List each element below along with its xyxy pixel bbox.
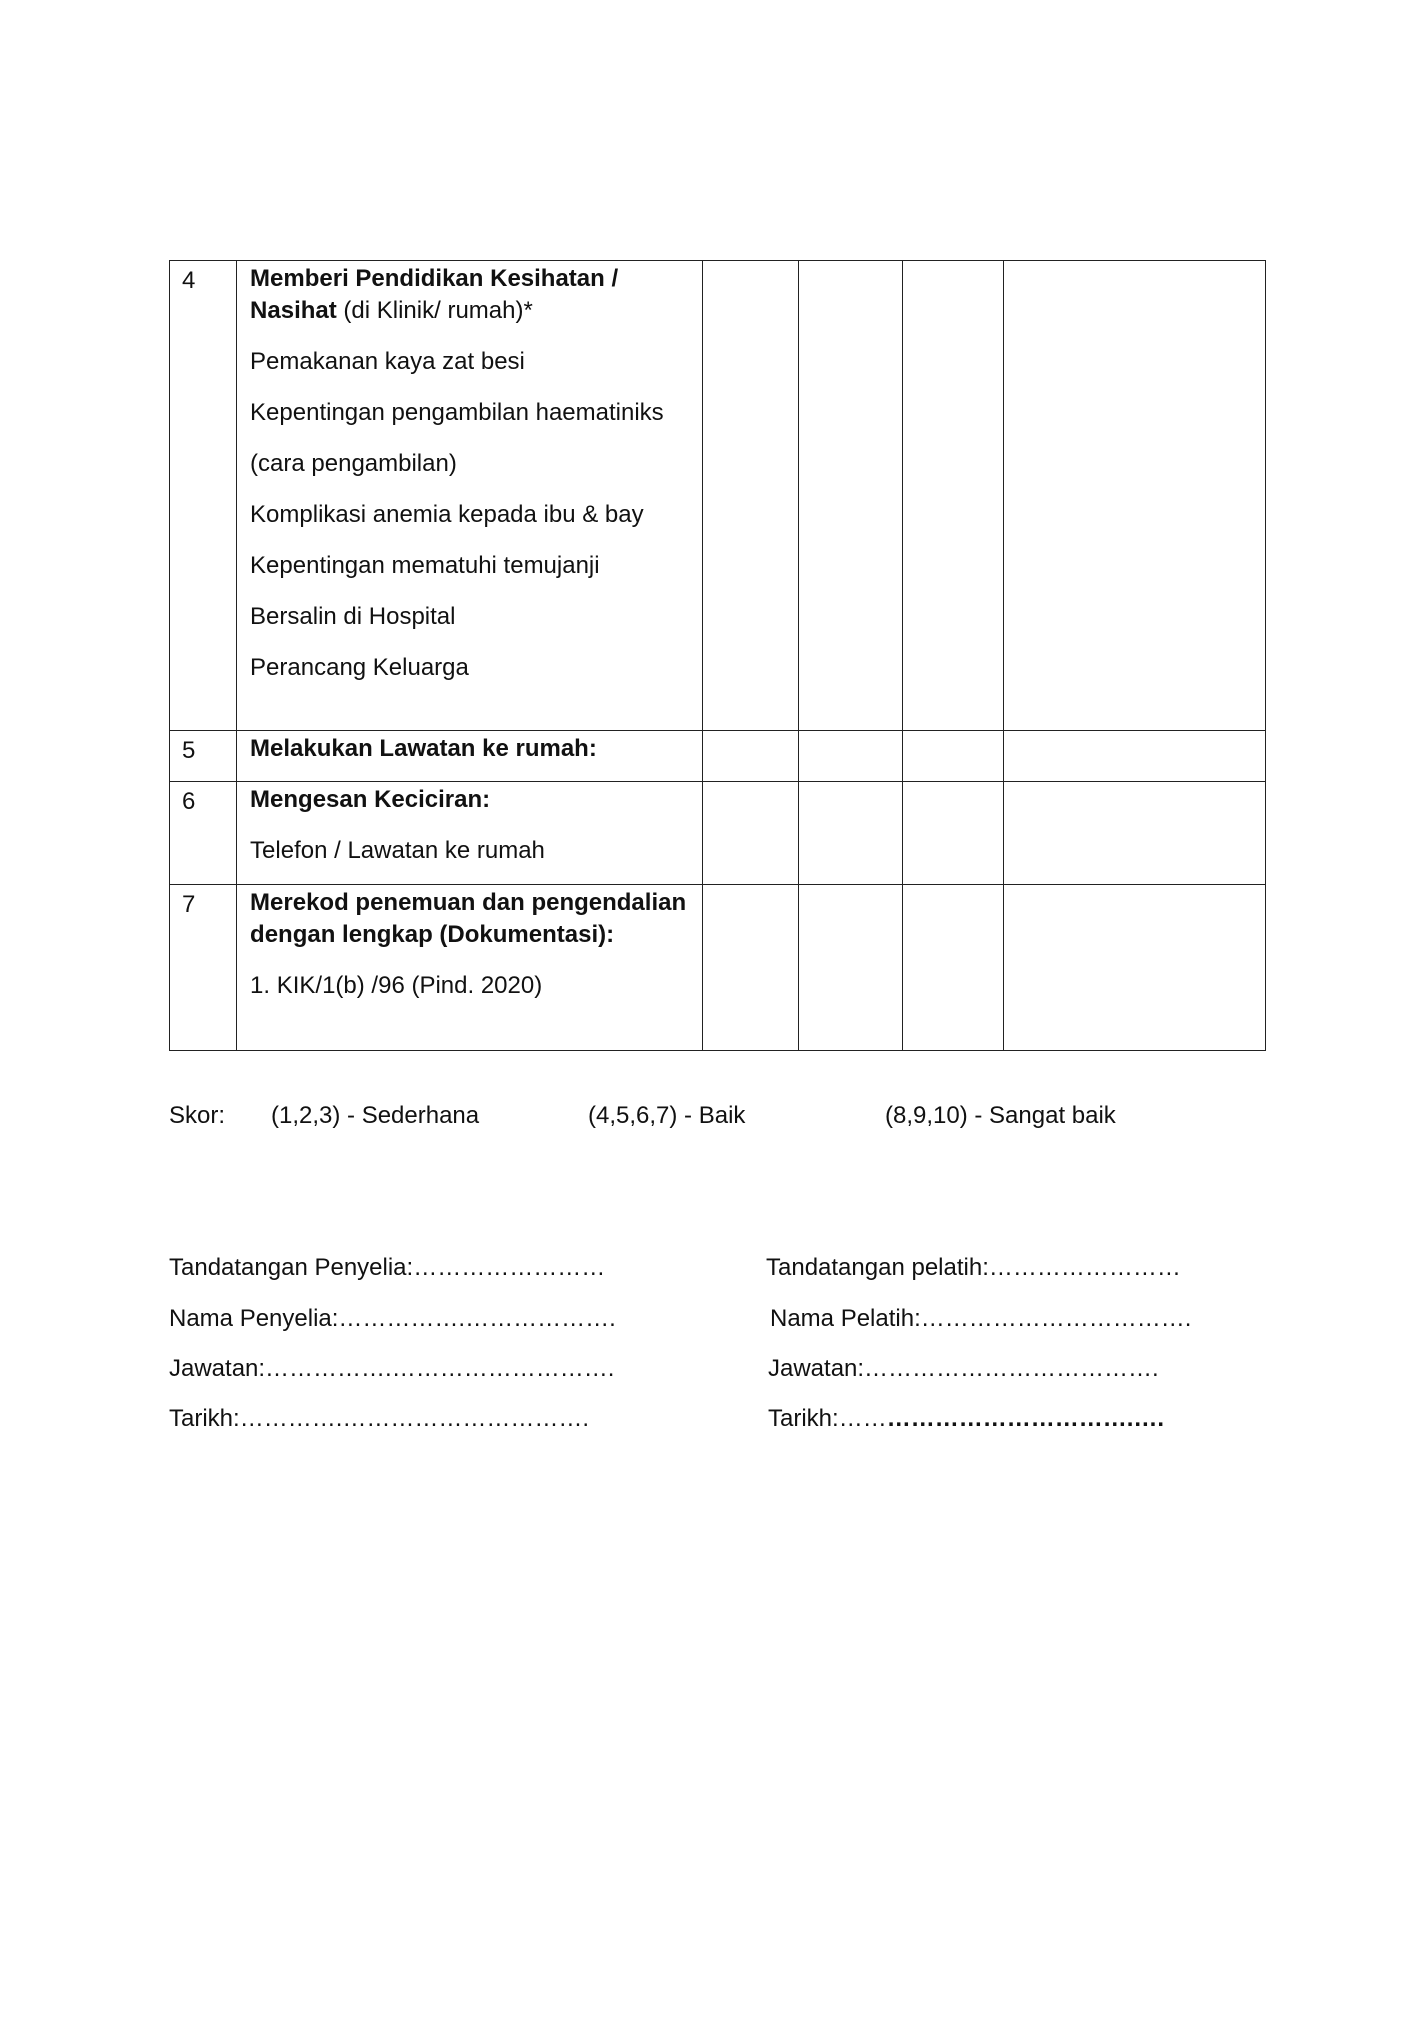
item-title-rest: (di Klinik/ rumah)* <box>336 297 533 324</box>
trainee-name-line[interactable]: Nama Pelatih:……………………………. <box>770 1305 1192 1332</box>
item-title: Melakukan Lawatan ke rumah: <box>250 735 597 762</box>
item-subline: (cara pengambilan) <box>250 450 457 477</box>
item-title: Merekod penemuan dan pengendalian dengan lengkap (Dokumentasi): <box>250 889 687 948</box>
table-row <box>170 731 1266 782</box>
item-title-bold: Memberi Pendidikan Kesihatan / Nasihat <box>250 265 619 324</box>
score-cell[interactable] <box>798 731 902 782</box>
trainee-position-line[interactable]: Jawatan:………………………………. <box>768 1355 1159 1382</box>
supervisor-name-line[interactable]: Nama Penyelia:…………….………………. <box>169 1305 616 1332</box>
item-description <box>237 731 703 782</box>
score-legend <box>169 1102 1269 1136</box>
item-subline: Kepentingan mematuhi temujanji <box>250 552 600 579</box>
item-description <box>237 261 703 731</box>
supervisor-position-line[interactable]: Jawatan:…………….………………………. <box>169 1355 615 1382</box>
item-number: 4 <box>170 261 237 731</box>
score-range-good: (4,5,6,7) - Baik <box>588 1102 746 1129</box>
score-cell[interactable] <box>902 885 1003 1051</box>
score-cell[interactable] <box>798 782 902 885</box>
table-row <box>170 885 1266 1051</box>
supervisor-date-line[interactable]: Tarikh:………….…………………………. <box>169 1405 590 1432</box>
score-label: Skor: <box>169 1102 226 1129</box>
remarks-cell[interactable] <box>1003 782 1265 885</box>
item-subline: Telefon / Lawatan ke rumah <box>250 837 545 864</box>
remarks-cell[interactable] <box>1003 261 1265 731</box>
score-cell[interactable] <box>798 261 902 731</box>
score-cell[interactable] <box>703 885 798 1051</box>
item-description <box>237 885 703 1051</box>
item-subline: Perancang Keluarga <box>250 654 469 681</box>
evaluation-table <box>169 260 1266 1051</box>
score-range-very-good: (8,9,10) - Sangat baik <box>885 1102 1116 1129</box>
trainee-date-line[interactable] <box>768 1405 1164 1433</box>
item-number: 5 <box>170 731 237 782</box>
item-subline: Kepentingan pengambilan haematiniks <box>250 399 664 426</box>
score-cell[interactable] <box>902 782 1003 885</box>
item-subline: 1. KIK/1(b) /96 (Pind. 2020) <box>250 972 543 999</box>
trainee-date-dots: ………………………….…. <box>886 1405 1165 1432</box>
item-description <box>237 782 703 885</box>
trainee-signature-line[interactable]: Tandatangan pelatih:…………………… <box>766 1254 1181 1281</box>
score-cell[interactable] <box>703 782 798 885</box>
trainee-date-prefix: Tarikh:…… <box>768 1405 887 1432</box>
score-cell[interactable] <box>703 261 798 731</box>
item-title <box>250 263 690 327</box>
score-cell[interactable] <box>798 885 902 1051</box>
item-subline: Komplikasi anemia kepada ibu & bay <box>250 501 644 528</box>
remarks-cell[interactable] <box>1003 731 1265 782</box>
item-subline: Pemakanan kaya zat besi <box>250 348 525 375</box>
score-cell[interactable] <box>703 731 798 782</box>
supervisor-signature-line[interactable]: Tandatangan Penyelia:…………………… <box>169 1254 606 1281</box>
table-row <box>170 782 1266 885</box>
item-number: 7 <box>170 885 237 1051</box>
item-title: Mengesan Keciciran: <box>250 786 491 813</box>
score-cell[interactable] <box>902 731 1003 782</box>
score-range-moderate: (1,2,3) - Sederhana <box>271 1102 480 1129</box>
item-subline: Bersalin di Hospital <box>250 603 456 630</box>
table-row <box>170 261 1266 731</box>
remarks-cell[interactable] <box>1003 885 1265 1051</box>
item-number: 6 <box>170 782 237 885</box>
score-cell[interactable] <box>902 261 1003 731</box>
